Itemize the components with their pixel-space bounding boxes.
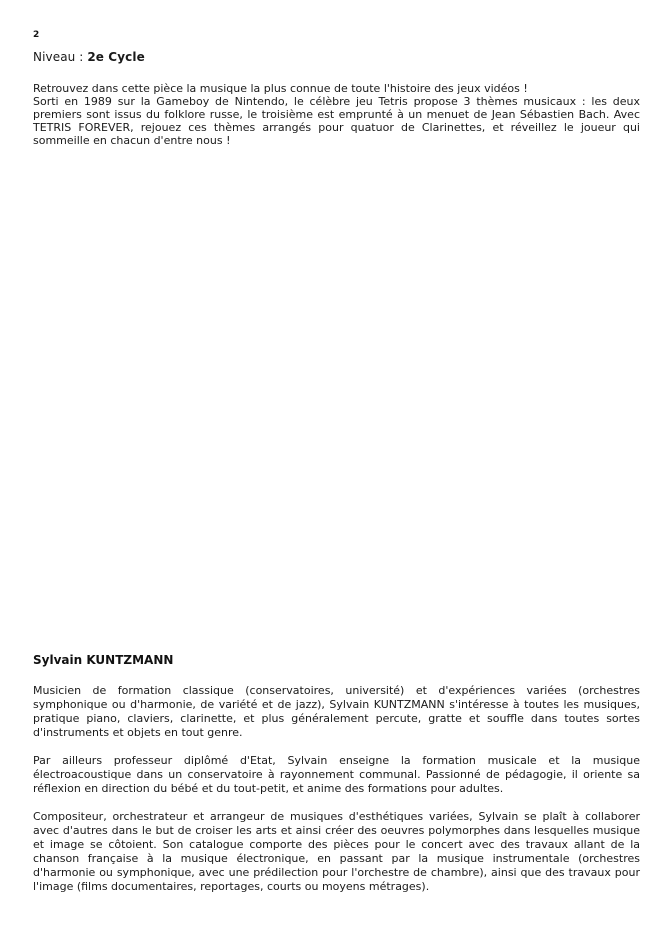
intro-line: Retrouvez dans cette pièce la musique la plus connue de toute l'histoire des jeux vidéos ! [33,82,528,95]
level-label: Niveau : [33,50,84,64]
level-line [33,50,145,64]
bio-paragraph-teaching: Par ailleurs professeur diplômé d'Etat, Sylvain enseigne la formation musicale et la musique électroacoustique dans un conservatoire à rayonnement communal. Passionné de pédagogie, il oriente sa réflexion en direction du bébé et du tout-petit, et anime des formations pour adultes. [33,754,640,795]
level-value: 2e Cycle [87,50,145,64]
author-bio [33,684,640,908]
intro-paragraph: Sorti en 1989 sur la Gameboy de Nintendo, le célèbre jeu Tetris propose 3 thèmes musicaux : les deux premiers sont issus du folklore russe, le troisième est emprunté à un menuet de Jean Sébastien Bach. Avec TETRIS FOREVER, rejouez ces thèmes arrangés pour quatuor de Clarinettes, et réveillez le joueur qui sommeille en chacun d'entre nous ! [33,95,640,147]
page-number: 2 [33,30,40,40]
author-name: Sylvain KUNTZMANN [33,653,174,667]
intro-text [33,82,640,147]
bio-paragraph-composer: Compositeur, orchestrateur et arrangeur de musiques d'esthétiques variées, Sylvain se plaît à collaborer avec d'autres dans le but de croiser les arts et ainsi créer des oeuvres polymorphes dans lesquelles musique et image se côtoient. Son catalogue comporte des pièces pour le concert avec des travaux allant de la chanson française à la musique électronique, en passant par la musique instrumentale (orchestres d'harmonie ou symphonique, avec une prédilection pour l'orchestre de chambre), ainsi que des travaux pour l'image (films documentaires, reportages, courts ou moyens métrages). [33,810,640,893]
bio-paragraph-training: Musicien de formation classique (conservatoires, université) et d'expériences variées (orchestres symphonique ou d'harmonie, de variété et de jazz), Sylvain KUNTZMANN s'intéresse à toutes les musiques, pratique piano, claviers, clarinette, et plus généralement percute, gratte et souffle dans toutes sortes d'instruments et objets en tout genre. [33,684,640,739]
